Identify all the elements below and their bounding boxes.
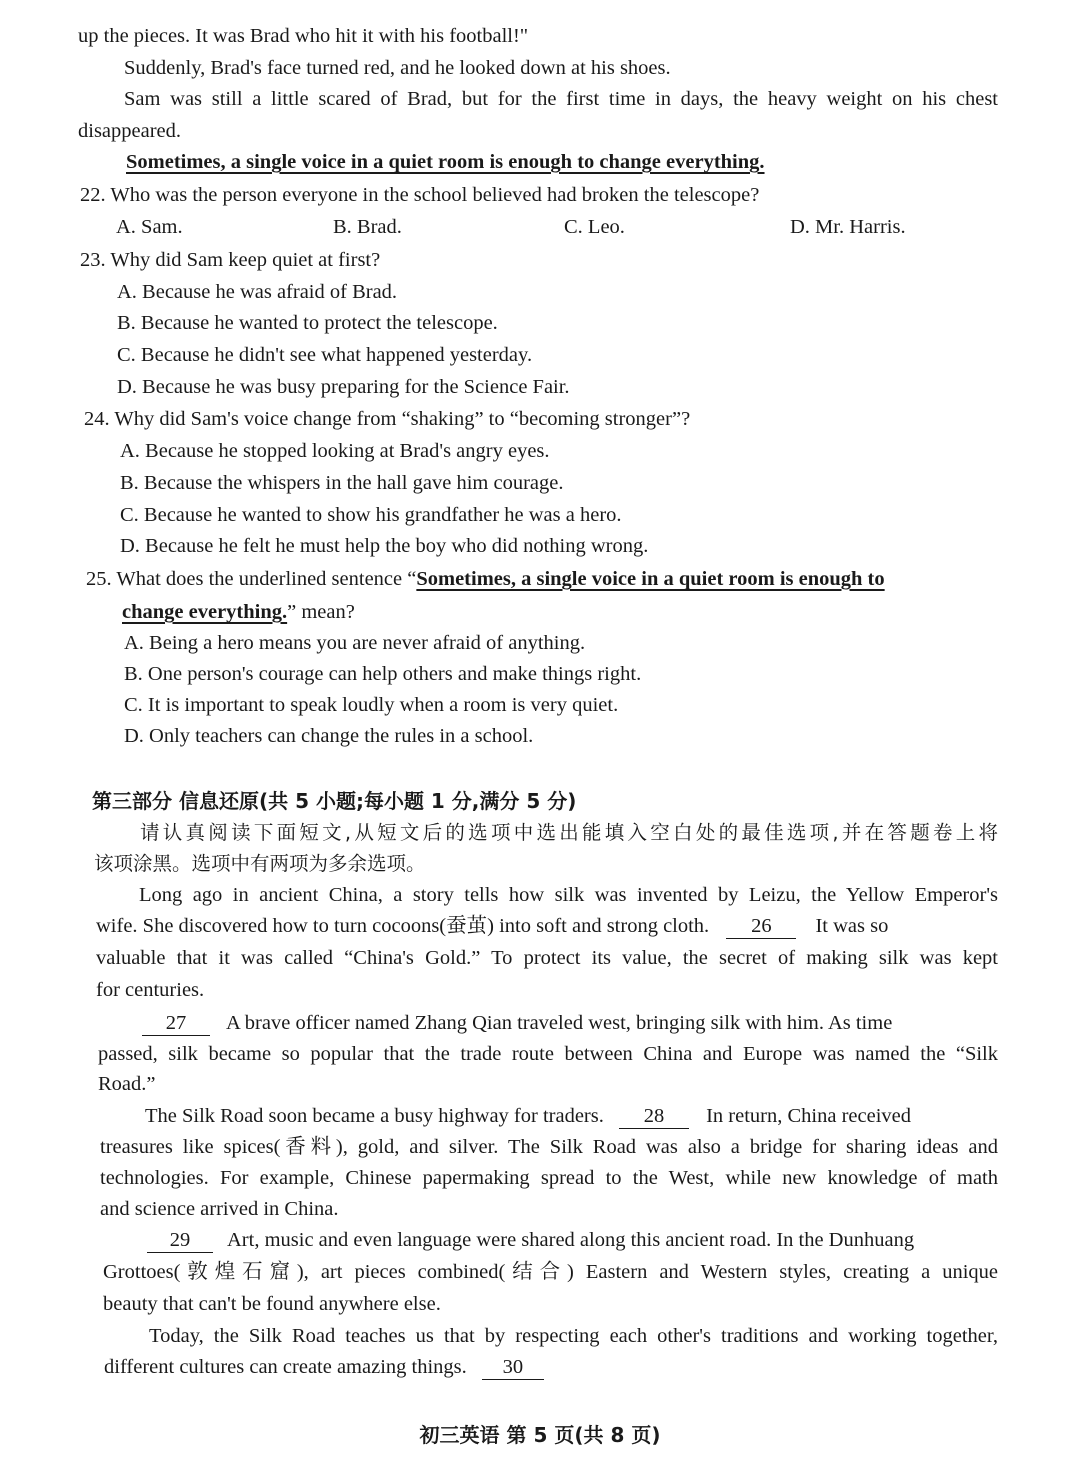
article-line: [147, 1225, 998, 1255]
stem-quote: Sometimes, a single voice in a quiet room is enough to: [416, 568, 885, 590]
option-a: A. Being a hero means you are never afraid of anything.: [124, 632, 586, 654]
option-d: D. Because he felt he must help the boy who did nothing wrong.: [120, 535, 649, 557]
article-line: valuable that it was called “China's Gold.” To protect its value, the secret of making silk was kept: [96, 947, 998, 969]
blank-29: 29: [147, 1228, 213, 1253]
article-line: Grottoes(敦煌石窟), art pieces combined(结合) Eastern and Western styles, creating a unique: [103, 1261, 998, 1283]
article-text: A brave officer named Zhang Qian traveled west, bringing silk with him. As time: [226, 1012, 893, 1034]
question-stem: 24. Why did Sam's voice change from “shaking” to “becoming stronger”?: [84, 408, 691, 430]
article-text: different cultures can create amazing things.: [104, 1356, 467, 1378]
article-text: In return, China received: [706, 1105, 912, 1127]
section-heading: 第三部分 信息还原(共 5 小题;每小题 1 分,满分 5 分): [92, 789, 577, 813]
article-line: technologies. For example, Chinese papermaking spread to the West, while new knowledge of math: [100, 1167, 998, 1189]
article-line: for centuries.: [96, 979, 205, 1001]
option-c: C. Because he didn't see what happened yesterday.: [117, 344, 533, 366]
option-a: A. Sam.: [116, 216, 183, 238]
option-c: C. Leo.: [564, 216, 625, 238]
option-c: C. It is important to speak loudly when a room is very quiet.: [124, 694, 619, 716]
stem-quote: change everything.: [122, 601, 288, 623]
page-footer: 初三英语 第 5 页(共 8 页): [419, 1423, 661, 1447]
question-stem: 22. Who was the person everyone in the school believed had broken the telescope?: [80, 184, 760, 206]
option-a: A. Because he stopped looking at Brad's angry eyes.: [120, 440, 550, 462]
article-line: [96, 911, 998, 941]
article-line: Long ago in ancient China, a story tells how silk was invented by Leizu, the Yellow Emperor's: [139, 884, 998, 906]
article-line: Today, the Silk Road teaches us that by respecting each other's traditions and working together,: [149, 1325, 998, 1347]
option-b: B. Because he wanted to protect the telescope.: [117, 312, 498, 334]
article-line: beauty that can't be found anywhere else.: [103, 1293, 441, 1315]
passage-line: Sam was still a little scared of Brad, but for the first time in days, the heavy weight on his chest: [124, 88, 998, 110]
passage-line: up the pieces. It was Brad who hit it with his football!": [78, 25, 529, 47]
question-stem-cont: [122, 597, 355, 627]
option-b: B. Because the whispers in the hall gave him courage.: [120, 472, 564, 494]
article-line: and science arrived in China.: [100, 1198, 339, 1220]
question-stem: [86, 564, 998, 594]
article-text: wife. She discovered how to turn cocoons(蚕茧) into soft and strong cloth.: [96, 915, 710, 937]
instruction-line: 请认真阅读下面短文,从短文后的选项中选出能填入空白处的最佳选项,并在答题卷上将: [140, 821, 998, 844]
article-text: The Silk Road soon became a busy highway for traders.: [145, 1105, 604, 1127]
question-stem: 23. Why did Sam keep quiet at first?: [80, 249, 381, 271]
blank-30: 30: [482, 1355, 544, 1380]
option-b: B. Brad.: [333, 216, 402, 238]
blank-26: 26: [726, 914, 796, 939]
blank-28: 28: [619, 1104, 689, 1129]
article-line: [145, 1101, 998, 1131]
article-line: [104, 1352, 544, 1382]
blank-27: 27: [142, 1011, 210, 1036]
article-line: passed, silk became so popular that the trade route between China and Europe was named the “Silk: [98, 1043, 998, 1065]
option-b: B. One person's courage can help others and make things right.: [124, 663, 642, 685]
underlined-sentence: Sometimes, a single voice in a quiet room is enough to change everything.: [126, 151, 765, 173]
article-text: Art, music and even language were shared along this ancient road. In the Dunhuang: [227, 1229, 915, 1251]
article-line: [142, 1008, 998, 1038]
stem-suffix: ” mean?: [287, 601, 355, 623]
option-d: D. Only teachers can change the rules in a school.: [124, 725, 534, 747]
article-text: It was so: [815, 915, 889, 937]
article-line: Road.”: [98, 1073, 156, 1095]
option-d: D. Mr. Harris.: [790, 216, 906, 238]
passage-line: disappeared.: [78, 120, 182, 142]
option-d: D. Because he was busy preparing for the Science Fair.: [117, 376, 570, 398]
stem-prefix: 25. What does the underlined sentence “: [86, 568, 417, 590]
instruction-line: 该项涂黑。选项中有两项为多余选项。: [94, 852, 426, 875]
option-a: A. Because he was afraid of Brad.: [117, 281, 398, 303]
option-c: C. Because he wanted to show his grandfather he was a hero.: [120, 504, 622, 526]
passage-line: Suddenly, Brad's face turned red, and he looked down at his shoes.: [124, 57, 671, 79]
article-line: treasures like spices(香料), gold, and silver. The Silk Road was also a bridge for sharing ideas and: [100, 1136, 998, 1158]
